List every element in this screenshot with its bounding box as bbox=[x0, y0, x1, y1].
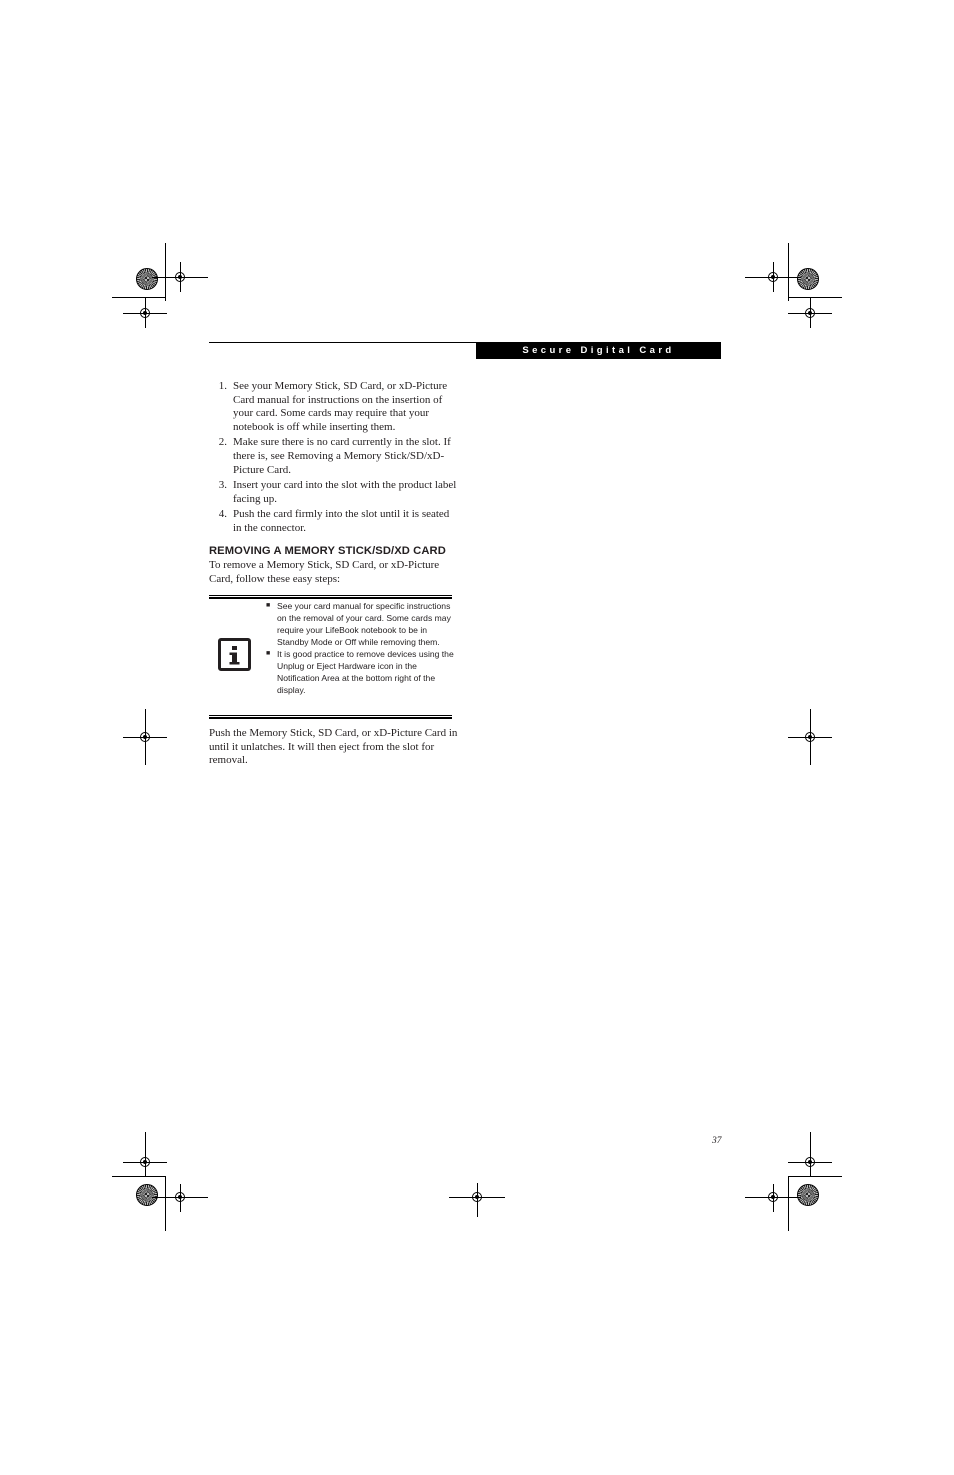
crop-line bbox=[165, 1176, 166, 1231]
crop-line bbox=[165, 243, 166, 301]
note-text: It is good practice to remove devices using the Unplug or Eject Hardware icon in the Notification Area at the bottom right of the display. bbox=[277, 649, 454, 695]
crop-line bbox=[788, 1176, 789, 1231]
note-text: See your card manual for specific instructions on the removal of your card. Some cards may require your LifeBook notebook to be in Standby Mode or Off while removing them. bbox=[277, 601, 451, 647]
crop-line bbox=[112, 297, 166, 298]
crop-line bbox=[788, 243, 789, 301]
list-item bbox=[266, 600, 456, 648]
registration-star-icon bbox=[136, 1184, 158, 1206]
list-item bbox=[209, 479, 459, 506]
bullet-icon: ■ bbox=[266, 650, 271, 657]
step-text: Push the card firmly into the slot until it is seated in the connector. bbox=[233, 508, 450, 534]
section-header-bar bbox=[476, 342, 721, 359]
registration-star-icon bbox=[136, 268, 158, 290]
intro-paragraph: To remove a Memory Stick, SD Card, or xD-Picture Card, follow these easy steps: bbox=[209, 559, 440, 585]
section-heading: REMOVING A MEMORY STICK/SD/XD CARD bbox=[209, 545, 446, 557]
step-number: 4. bbox=[218, 508, 227, 521]
step-number: 2. bbox=[218, 436, 227, 449]
insertion-steps-list bbox=[209, 380, 459, 538]
note-list bbox=[266, 600, 456, 696]
step-text: Make sure there is no card currently in the slot. If there is, see Removing a Memory Stick/SD/xD-Picture Card. bbox=[233, 436, 451, 476]
crop-line bbox=[788, 297, 842, 298]
info-icon bbox=[218, 638, 251, 671]
list-item bbox=[209, 508, 459, 535]
step-text: Insert your card into the slot with the product label facing up. bbox=[233, 479, 457, 505]
page-number: 37 bbox=[712, 1136, 722, 1146]
final-paragraph: Push the Memory Stick, SD Card, or xD-Picture Card in until it unlatches. It will then eject from the slot for removal. bbox=[209, 727, 458, 767]
step-text: See your Memory Stick, SD Card, or xD-Picture Card manual for instructions on the insertion of your card. Some cards may require that your notebook is off while inserting them. bbox=[233, 380, 448, 433]
section-title: Secure Digital Card bbox=[522, 345, 675, 356]
note-top-rule bbox=[209, 595, 452, 599]
registration-star-icon bbox=[797, 268, 819, 290]
bullet-icon: ■ bbox=[266, 602, 271, 609]
step-number: 1. bbox=[218, 380, 227, 392]
crop-line bbox=[112, 1176, 166, 1177]
list-item bbox=[209, 436, 459, 477]
crop-line bbox=[788, 1176, 842, 1177]
step-number: 3. bbox=[218, 479, 227, 492]
list-item bbox=[209, 380, 459, 434]
registration-star-icon bbox=[797, 1184, 819, 1206]
list-item bbox=[266, 648, 456, 696]
note-bottom-rule bbox=[209, 715, 452, 719]
